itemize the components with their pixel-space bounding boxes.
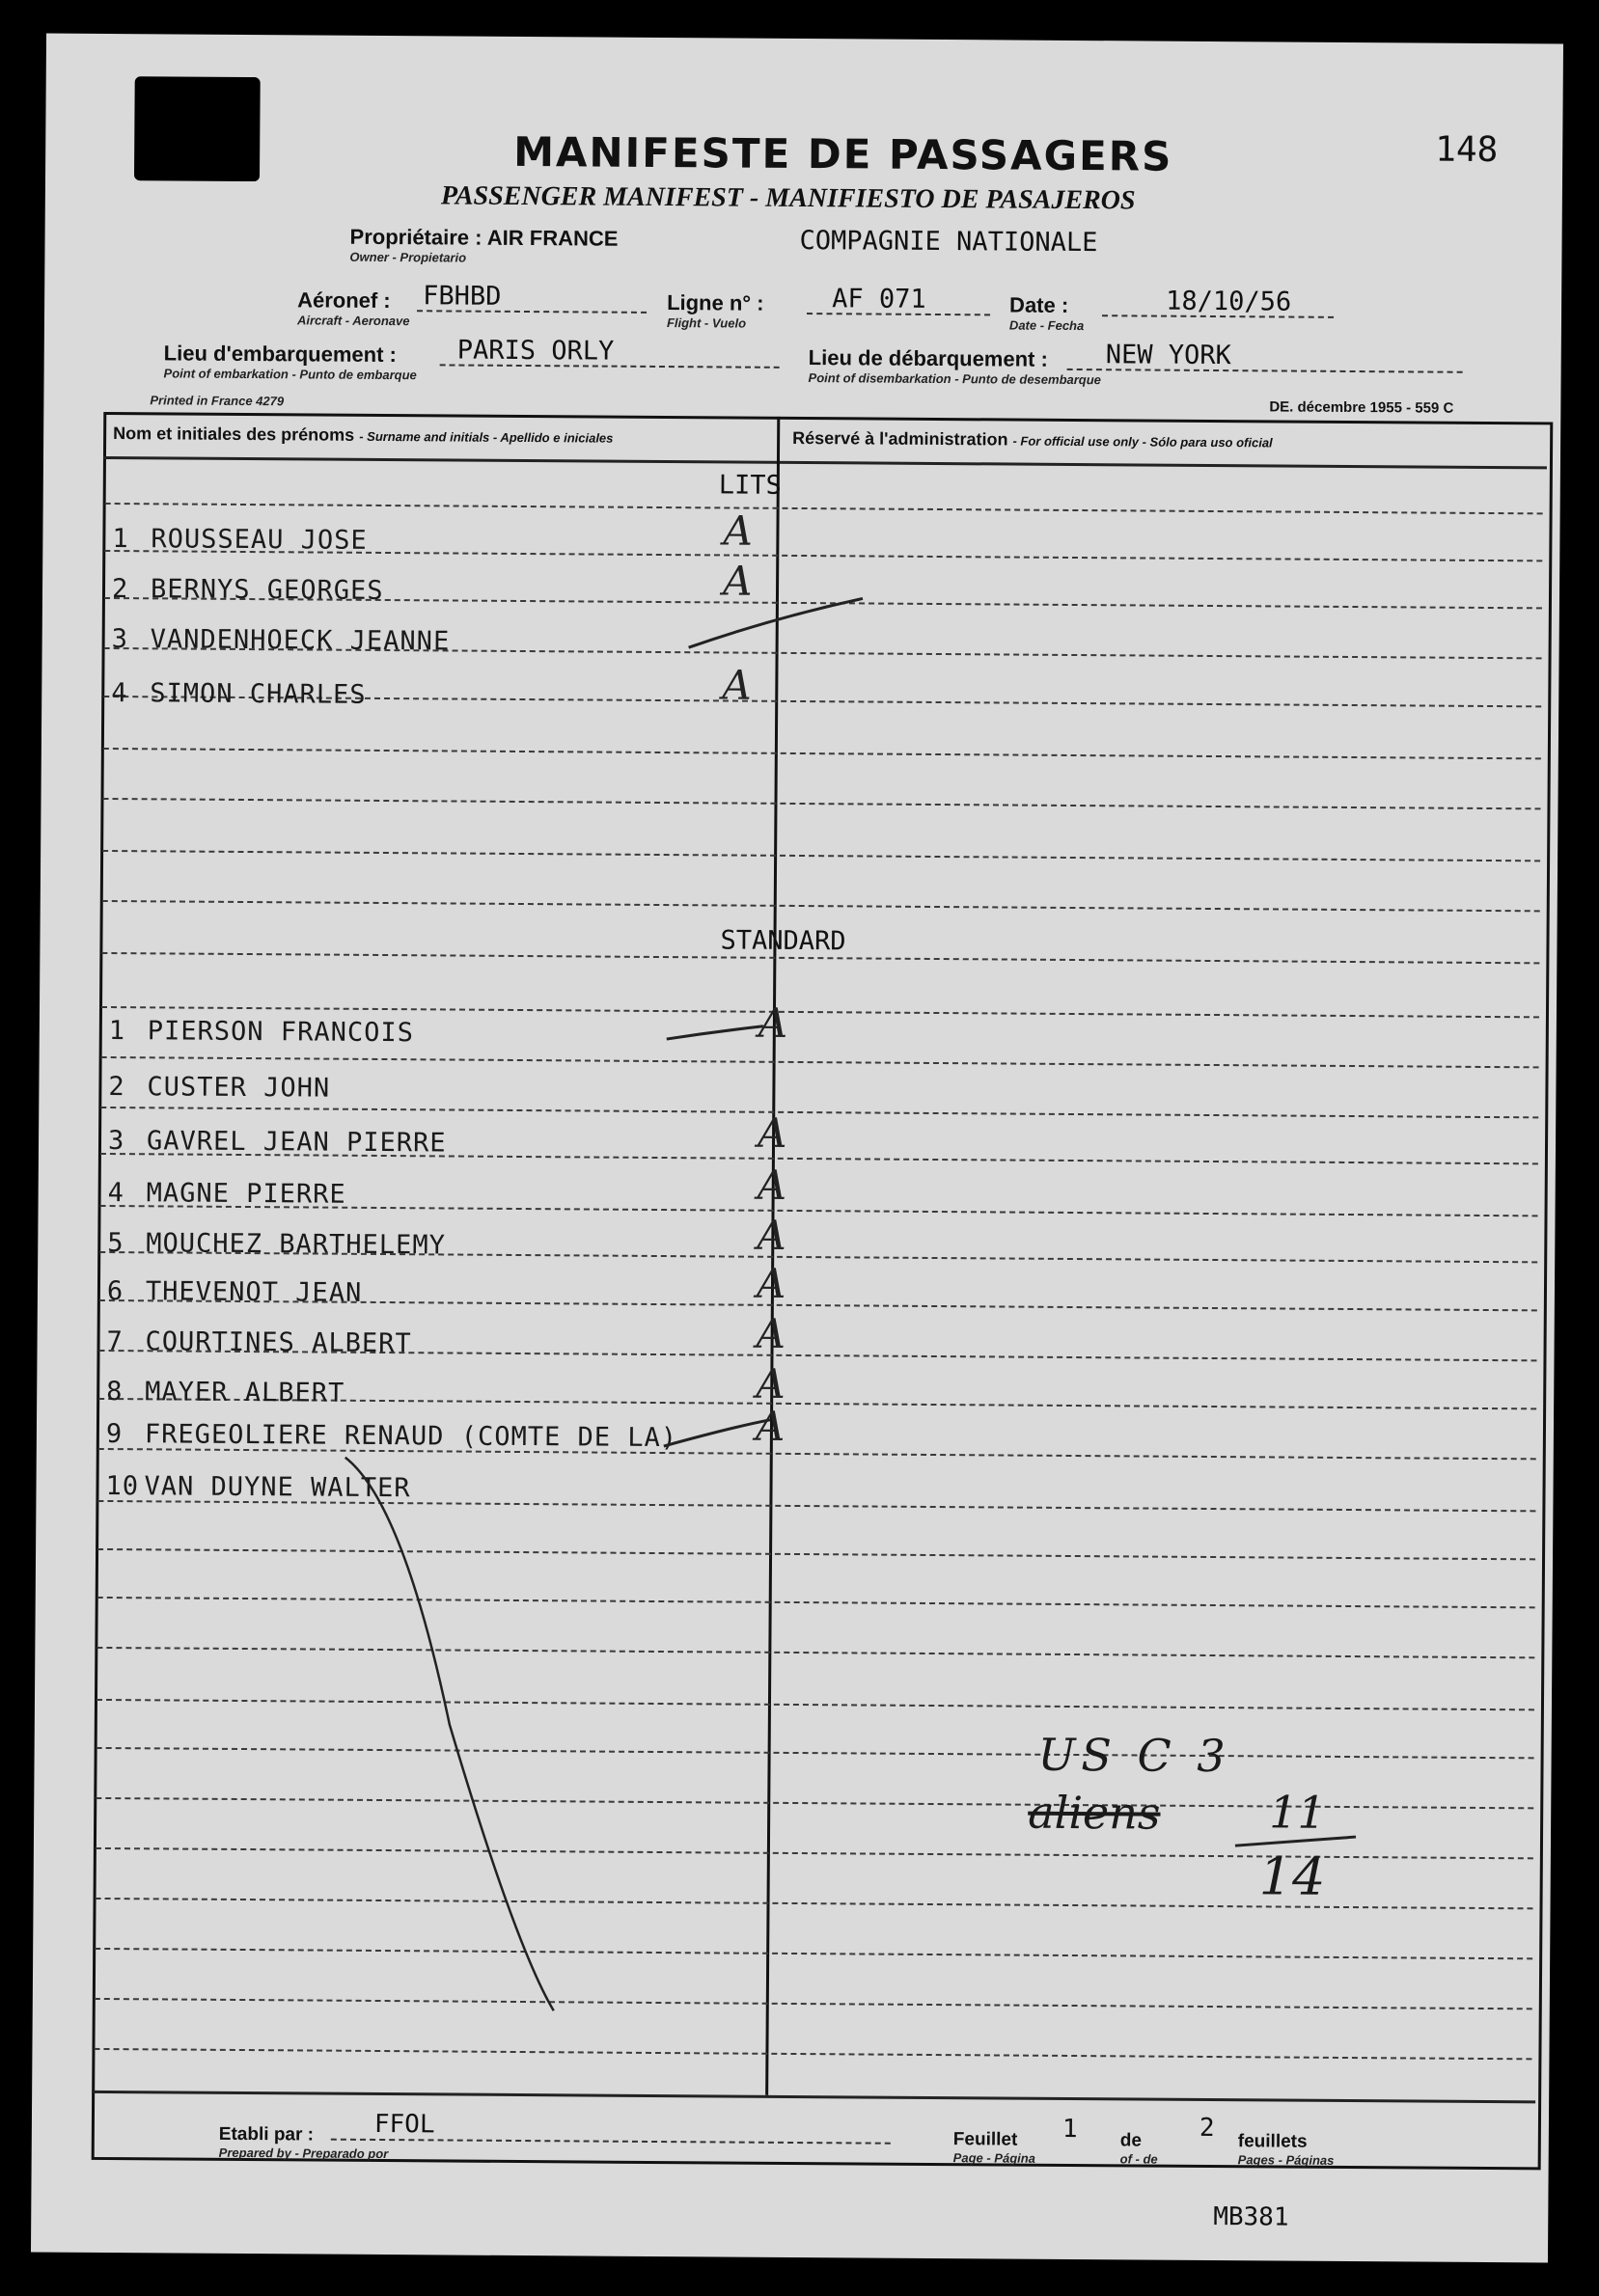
passenger-number: 2 (108, 1072, 125, 1103)
pages-sub: Pages - Páginas (1237, 2152, 1335, 2168)
passenger-name: MAYER ALBERT (145, 1377, 345, 1408)
passenger-row (106, 1377, 345, 1408)
passenger-name: VAN DUYNE WALTER (144, 1471, 411, 1504)
date-underline (1102, 314, 1334, 318)
admission-mark: A (723, 506, 753, 555)
flight-value: AF 071 (832, 284, 926, 314)
passenger-name: BERNYS GEORGES (150, 574, 384, 606)
section-lits: LITS (718, 470, 782, 501)
passenger-name: FREGEOLIERE RENAUD (COMTE DE LA) (144, 1419, 678, 1454)
passenger-name: GAVREL JEAN PIERRE (146, 1126, 447, 1159)
prepared-sub: Prepared by - Preparado por (218, 2145, 389, 2162)
page-label: Feuillet (952, 2129, 1018, 2150)
passenger-number: 6 (106, 1276, 124, 1307)
passenger-name: COURTINES ALBERT (145, 1326, 412, 1359)
passenger-row (107, 1228, 446, 1260)
tally-total: 14 (1258, 1845, 1326, 1907)
form-reference: DE. décembre 1955 - 559 C (1269, 398, 1454, 417)
embark-label: Lieu d'embarquement : (163, 341, 397, 368)
col-left-subtitle: - Surname and initials - Apellido e iniciales (359, 428, 614, 446)
admission-mark: A (757, 1211, 786, 1259)
passenger-row (108, 1072, 330, 1104)
passenger-name: ROUSSEAU JOSE (151, 524, 368, 556)
admission-mark: A (756, 1259, 786, 1307)
passenger-number: 3 (111, 624, 129, 655)
redaction-block (134, 76, 261, 181)
aircraft-underline (417, 310, 647, 314)
passenger-row (106, 1419, 677, 1453)
admission-mark: A (758, 998, 788, 1047)
tally-us-citizens: US C 3 (1037, 1728, 1231, 1783)
owner-value: COMPAGNIE NATIONALE (799, 225, 1098, 259)
prepared-label: Etabli par : (218, 2123, 315, 2146)
admission-mark: A (757, 1161, 787, 1209)
col-right-title: Réservé à l'administration (792, 427, 1008, 450)
passenger-name: MOUCHEZ BARTHELEMY (146, 1228, 447, 1261)
passenger-row (107, 1276, 363, 1308)
total-pages-value: 2 (1199, 2113, 1215, 2144)
passenger-row (105, 1471, 410, 1503)
col-right-header (792, 428, 1273, 451)
page-value: 1 (1061, 2114, 1078, 2145)
passenger-number: 1 (112, 524, 129, 555)
embark-sub: Point of embarkation - Punto de embarque (163, 366, 417, 383)
embark-value: PARIS ORLY (456, 335, 615, 367)
admission-mark: A (722, 557, 753, 605)
flight-underline (807, 313, 990, 315)
passenger-row (112, 574, 384, 606)
admission-mark: A (755, 1402, 786, 1450)
passenger-row (109, 1016, 414, 1048)
aircraft-value: FBHBD (423, 281, 502, 312)
passenger-number: 4 (107, 1178, 125, 1209)
owner-sub: Owner - Propietario (349, 249, 467, 265)
of-label: de (1119, 2130, 1143, 2151)
of-sub: of - de (1119, 2151, 1158, 2167)
passenger-number: 4 (111, 678, 128, 709)
col-right-subtitle: - For official use only - Sólo para uso oficial (1012, 433, 1273, 451)
tally-aliens-label: aliens (1028, 1786, 1161, 1840)
passenger-name: MAGNE PIERRE (146, 1178, 346, 1210)
passenger-row (108, 1126, 447, 1158)
microfilm-number: MB381 (1213, 2202, 1289, 2232)
printed-note: Printed in France 4279 (150, 393, 285, 409)
admission-mark: A (756, 1309, 786, 1357)
manifest-sheet (31, 34, 1563, 2263)
date-sub: Date - Fecha (1008, 317, 1085, 334)
passenger-number: 3 (107, 1126, 125, 1157)
passenger-row (108, 1178, 346, 1210)
page-sub: Page - Página (952, 2150, 1035, 2166)
passenger-number: 10 (105, 1471, 140, 1502)
passenger-name: SIMON CHARLES (150, 678, 367, 710)
passenger-row (111, 678, 367, 710)
passenger-name: PIERSON FRANCOIS (147, 1016, 415, 1049)
flight-label: Ligne n° : (667, 290, 764, 315)
document-subtitle: PASSENGER MANIFEST - MANIFIESTO DE PASAJEROS (440, 180, 1136, 216)
document-title: MANIFESTE DE PASSAGERS (513, 127, 1173, 180)
pages-label: feuillets (1237, 2131, 1308, 2152)
admission-mark: A (756, 1359, 786, 1408)
passenger-number: 1 (108, 1016, 126, 1047)
disembark-label: Lieu de débarquement : (808, 345, 1048, 371)
disembark-sub: Point of disembarkation - Punto de desembarque (808, 370, 1101, 388)
prepared-value: FFOL (373, 2109, 435, 2140)
disembark-underline (1067, 369, 1463, 373)
passenger-number: 8 (106, 1377, 124, 1408)
col-left-title: Nom et initiales des prénoms (113, 424, 355, 445)
passenger-name: VANDENHOECK JEANNE (150, 624, 451, 657)
section-standard: STANDARD (720, 925, 846, 957)
passenger-name: CUSTER JOHN (147, 1072, 331, 1104)
aircraft-label: Aéronef : (297, 287, 391, 314)
date-value: 18/10/56 (1166, 286, 1292, 317)
disembark-value: NEW YORK (1105, 340, 1231, 371)
passenger-row (112, 524, 368, 556)
passenger-name: THEVENOT JEAN (145, 1276, 363, 1308)
date-label: Date : (1009, 292, 1069, 317)
passenger-row (106, 1326, 411, 1358)
col-left-header (113, 424, 613, 448)
passenger-number: 9 (105, 1419, 124, 1450)
admission-mark: A (722, 661, 752, 709)
admission-mark: A (757, 1108, 787, 1157)
passenger-number: 2 (111, 574, 129, 605)
page-number: 148 (1435, 129, 1499, 171)
aircraft-sub: Aircraft - Aeronave (296, 313, 410, 329)
passenger-number: 5 (107, 1228, 124, 1259)
passenger-number: 7 (106, 1326, 124, 1357)
passenger-row (112, 624, 451, 656)
flight-sub: Flight - Vuelo (666, 315, 747, 331)
tally-aliens-value: 11 (1269, 1786, 1326, 1839)
row-lines (46, 34, 1563, 44)
embark-underline (440, 364, 780, 368)
owner-label: Propriétaire : AIR FRANCE (349, 224, 619, 251)
